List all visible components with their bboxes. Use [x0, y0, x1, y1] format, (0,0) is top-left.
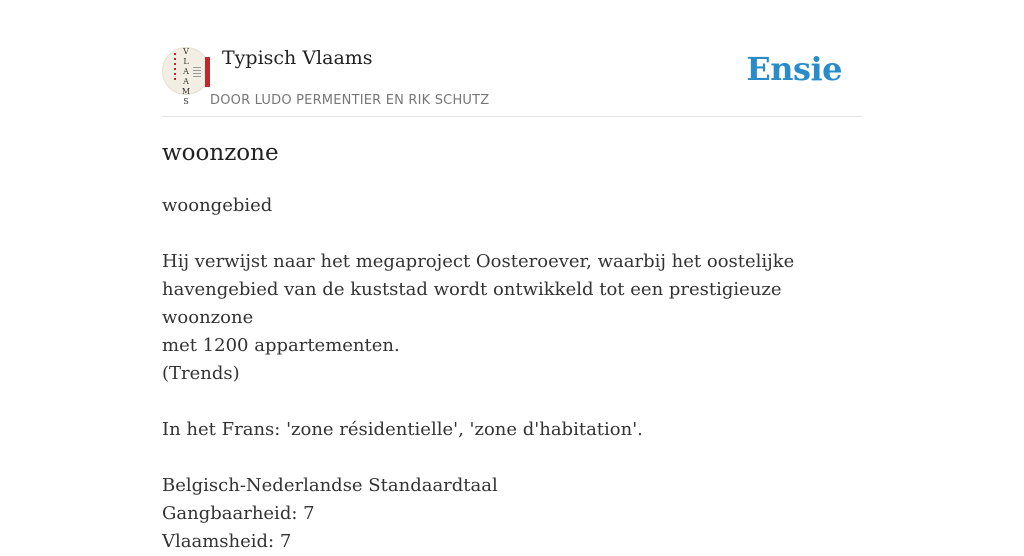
entry-definition: woongebied: [162, 195, 273, 216]
vlaamsheid-score: Vlaamsheid: 7: [162, 531, 292, 552]
page: [162, 0, 862, 552]
entry-content: [162, 192, 862, 556]
gangbaarheid-score: Gangbaarheid: 7: [162, 503, 315, 524]
register-label: Belgisch-Nederlandse Standaardtaal: [162, 475, 498, 496]
example-line: havengebied van de kuststad wordt ontwikkeld tot een prestigieuze woonzone: [162, 279, 782, 328]
site-logo[interactable]: [162, 47, 210, 106]
logo-lines: [193, 67, 201, 77]
header: [162, 0, 862, 117]
logo-accent: [205, 57, 210, 87]
french-note: In het Frans: 'zone résidentielle', 'zone d'habitation'.: [162, 419, 643, 440]
logo-text: V L A A M S: [181, 47, 191, 106]
example-source: (Trends): [162, 363, 240, 384]
entry-word: woonzone: [162, 140, 279, 166]
logo-decoration: [174, 53, 176, 83]
site-title[interactable]: Typisch Vlaams: [222, 47, 373, 69]
byline: DOOR LUDO PERMENTIER EN RIK SCHUTZ: [210, 93, 490, 108]
example-line: met 1200 appartementen.: [162, 335, 400, 356]
brand-logo[interactable]: Ensie: [746, 50, 842, 88]
example-line: Hij verwijst naar het megaproject Oosteroever, waarbij het oostelijke: [162, 251, 795, 272]
